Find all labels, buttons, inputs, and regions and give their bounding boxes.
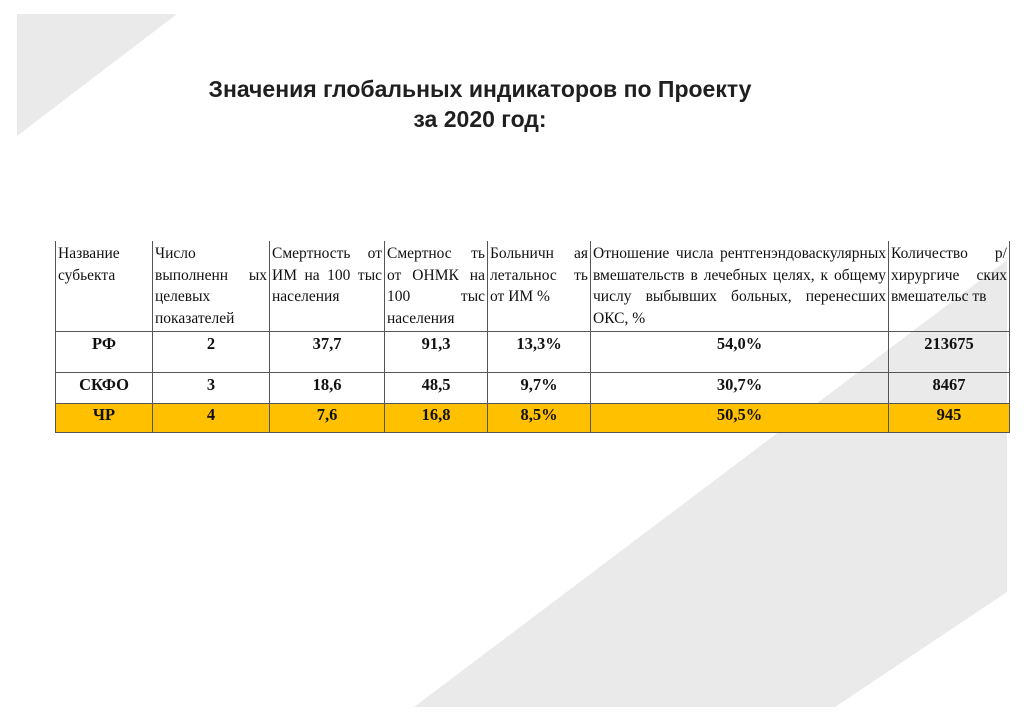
header-mi-mortality: Смертность от ИМ на 100 тыс населения — [270, 241, 385, 332]
indicators-table — [55, 241, 1010, 433]
cell-surgery-count: 8467 — [889, 373, 1010, 404]
cell-stroke-mortality: 91,3 — [385, 332, 488, 373]
cell-hospital-lethality: 9,7% — [488, 373, 591, 404]
title-line-2: за 2020 год: — [413, 106, 547, 132]
header-subject: Название субьекта — [56, 241, 153, 332]
cell-pci-ratio: 30,7% — [591, 373, 889, 404]
title-line-1: Значения глобальных индикаторов по Проекту — [208, 76, 752, 102]
cell-subject: РФ — [56, 332, 153, 373]
cell-hospital-lethality: 13,3% — [488, 332, 591, 373]
cell-mi-mortality: 37,7 — [270, 332, 385, 373]
cell-mi-mortality: 7,6 — [270, 404, 385, 433]
header-stroke-mortality: Смертнос ть от ОНМК на 100 тыс населения — [385, 241, 488, 332]
header-hospital-lethality: Больничн ая летальнос ть от ИМ % — [488, 241, 591, 332]
cell-pci-ratio: 54,0% — [591, 332, 889, 373]
cell-surgery-count: 945 — [889, 404, 1010, 433]
table-header-row — [56, 241, 1010, 332]
cell-stroke-mortality: 48,5 — [385, 373, 488, 404]
cell-stroke-mortality: 16,8 — [385, 404, 488, 433]
cell-targets: 3 — [153, 373, 270, 404]
header-pci-ratio: Отношение числа рентгенэндоваскулярных вмешательств в лечебных целях, к общему числу выбывших больных, перенесших ОКС, % — [591, 241, 889, 332]
cell-subject: СКФО — [56, 373, 153, 404]
table-row-highlighted — [56, 404, 1010, 433]
cell-hospital-lethality: 8,5% — [488, 404, 591, 433]
table-row — [56, 332, 1010, 373]
cell-subject: ЧР — [56, 404, 153, 433]
cell-targets: 2 — [153, 332, 270, 373]
cell-targets: 4 — [153, 404, 270, 433]
cell-mi-mortality: 18,6 — [270, 373, 385, 404]
slide-title — [150, 74, 810, 134]
header-targets: Число выполненн ых целевых показателей — [153, 241, 270, 332]
table-row — [56, 373, 1010, 404]
cell-pci-ratio: 50,5% — [591, 404, 889, 433]
header-surgery-count: Количество р/хирургиче ских вмешательс тв — [889, 241, 1010, 332]
cell-surgery-count: 213675 — [889, 332, 1010, 373]
